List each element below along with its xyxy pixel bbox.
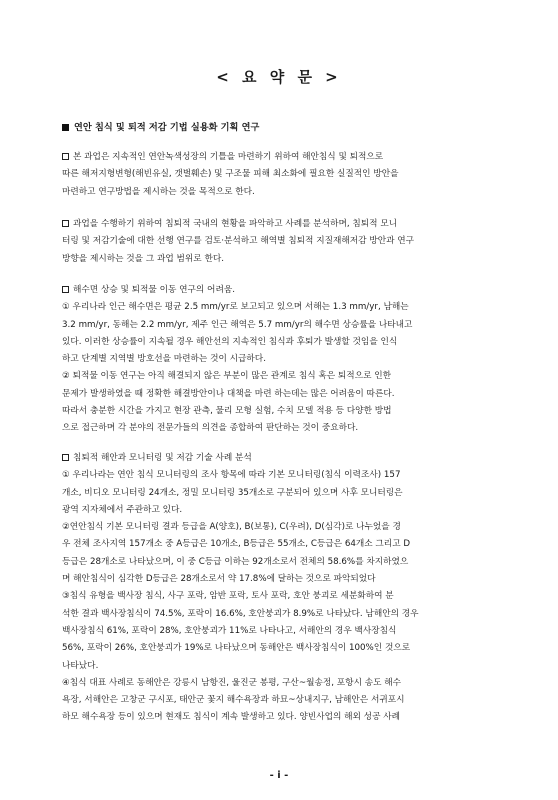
text-line: 침퇴적 해안과 모니터링 및 저감 기술 사례 분석	[62, 450, 498, 467]
page-number: - i -	[269, 770, 289, 781]
section-heading-text: 연안 침식 및 퇴적 저감 기법 실용화 기획 연구	[74, 122, 260, 133]
text-line: ② 퇴적물 이동 연구는 아직 해결되지 않은 부분이 많은 관계로 침식 혹은 퇴적으로 인한	[62, 371, 392, 382]
paragraph-purpose	[62, 149, 498, 201]
text-line: 욕장, 서해안은 고창군 구시포, 태안군 꽃지 해수욕장과 하묘~상내지구, 남해안은 서귀포시	[62, 695, 405, 706]
text-line: ②연안침식 기본 모니터링 결과 등급을 A(양호), B(보통), C(우려), D(심각)로 나누었을 경	[62, 522, 401, 533]
text-line: 따라서 충분한 시간을 가지고 현장 관측, 물리 모형 실험, 수치 모델 적용 등 다양한 방법	[62, 406, 392, 417]
text-line: 등급은 28개소로 나타났으며, 이 중 C등급 이하는 92개소로서 전체의 58.6%를 차지하였으	[62, 556, 409, 567]
text-line: 따른 해저지형변형(해빈유실, 갯벌훼손) 및 구조물 피해 최소화에 필요한 실질적인 방안을	[62, 169, 399, 180]
text-line: 마련하고 연구방법을 제시하는 것을 목적으로 한다.	[62, 186, 255, 197]
text-line: 백사장침식 61%, 포락이 28%, 호안붕괴가 11%로 나타나고, 서해안의 경우 백사장침식	[62, 625, 397, 636]
text-line: ③침식 유형을 백사장 침식, 사구 포락, 암반 포락, 토사 포락, 호안 붕괴로 세분화하여 분	[62, 591, 394, 602]
filled-square-icon	[62, 124, 69, 131]
page-title: < 요 약 문 >	[216, 68, 342, 86]
checkbox-square-icon	[62, 220, 69, 227]
text-line: 으로 접근하며 각 분야의 전문가들의 의견을 종합하여 판단하는 것이 중요하다.	[62, 423, 359, 434]
text-line: 해수면 상승 및 퇴적물 이동 연구의 어려움.	[62, 282, 498, 299]
checkbox-square-icon	[62, 286, 69, 293]
text-line: 본 과업은 지속적인 연안녹색성장의 기틀을 마련하기 위하여 해안침식 및 퇴적으로	[62, 149, 498, 166]
paragraph-case-analysis	[62, 450, 498, 727]
text-line: 나타났다.	[62, 660, 99, 671]
text-line: ① 우리나라는 연안 침식 모니터링의 조사 항목에 따라 기본 모니터링(침식 이력조사) 157	[62, 470, 401, 481]
section-heading	[62, 119, 502, 133]
text-line: 며 해안침식이 심각한 D등급은 28개소로서 약 17.8%에 달하는 것으로 파악되었다	[62, 574, 376, 585]
paragraph-scope	[62, 216, 498, 268]
text-line: 있다. 이러한 상승률이 지속될 경우 해안선의 지속적인 침식과 후퇴가 발생할 것임을 인식	[62, 336, 398, 347]
text-line: ① 우리나라 인근 해수면은 평균 2.5 mm/yr로 보고되고 있으며 서해는 1.3 mm/yr, 남해는	[62, 302, 409, 313]
text-line: 광역 지자체에서 주관하고 있다.	[62, 504, 183, 515]
checkbox-square-icon	[62, 153, 69, 160]
text-line: 터링 및 저감기술에 대한 선행 연구를 검토·분석하고 해역별 침퇴적 지질재해저감 방안과 연구	[62, 236, 415, 247]
text-line: 석한 결과 백사장침식이 74.5%, 포락이 16.6%, 호안붕괴가 8.9%로 나타났다. 남해안의 경우	[62, 608, 419, 619]
text-line: 문제가 발생하였을 때 정확한 해결방안이나 대책을 마련 하는데는 많은 어려움이 따른다.	[62, 388, 395, 399]
text-line: ④침식 대표 사례로 동해안은 강릉시 남항진, 울진군 봉평, 구산~월송정, 포항시 송도 해수	[62, 677, 402, 688]
text-line: 3.2 mm/yr, 동해는 2.2 mm/yr, 제주 인근 해역은 5.7 mm/yr의 해수면 상승률을 나타내고	[62, 319, 413, 330]
paragraph-sea-level	[62, 282, 498, 438]
text-line: 과업을 수행하기 위하여 침퇴적 국내의 현황을 파악하고 사례를 분석하며, 침퇴적 모니	[62, 216, 498, 233]
text-line: 56%, 포락이 26%, 호안붕괴가 19%로 나타났으며 동해안은 백사장침식이 100%인 것으로	[62, 643, 411, 654]
text-line: 개소, 비디오 모니터링 24개소, 정밀 모니터링 35개소로 구분되어 있으며 사후 모니터링은	[62, 487, 403, 498]
text-line: 하모 해수욕장 등이 있으며 현재도 침식이 계속 발생하고 있다. 양빈사업의 해외 성공 사례	[62, 712, 401, 723]
checkbox-square-icon	[62, 454, 69, 461]
text-line: 우 전체 조사지역 157개소 중 A등급은 10개소, B등급은 55개소, C등급은 64개소 그리고 D	[62, 539, 411, 550]
text-line: 방향을 제시하는 것을 그 과업 범위로 한다.	[62, 253, 224, 264]
text-line: 하고 단계별 지역별 방호선을 마련하는 것이 시급하다.	[62, 354, 266, 365]
